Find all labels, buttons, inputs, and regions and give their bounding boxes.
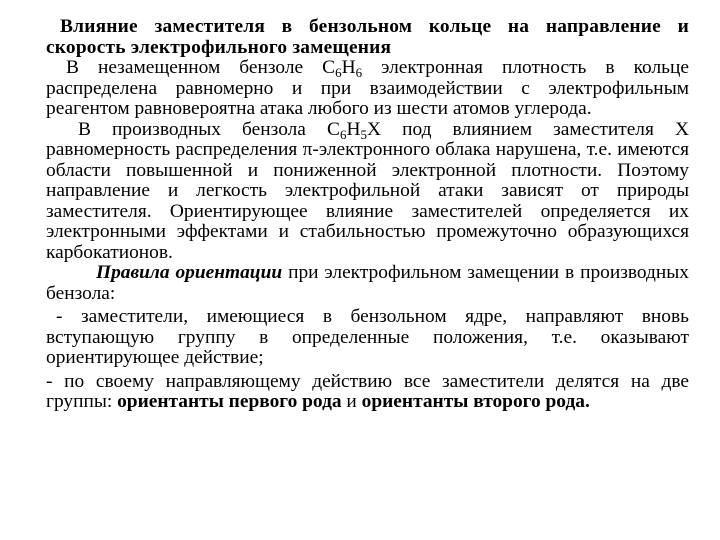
para1-text-c: электронная плотность в кольце распределена равномерно и при взаимодействии с электрофильным реагентом равновероятна атака любого из шести атомов углерода. <box>46 57 689 119</box>
orientation-rules-text: при электрофильном замещении в производных бензола: <box>46 262 689 304</box>
para2-text-a: В производных бензола С <box>78 118 340 140</box>
para1-subscript-c: 6 <box>335 65 342 80</box>
list-item-substituent-groups <box>46 372 689 413</box>
orientation-rules-emphasis: Правила ориентации <box>96 262 283 283</box>
para2-text-c: Х под влиянием заместителя Х равномерность распределения π-электронного облака нарушена, т.е. имеются области повышенной и пониженной электронной плотности. Поэтому направление и легкость электрофильной атаки зависят от природы заместителя. Ориентирующее влияние заместителей определяется их электронными эффектами и стабильностью промежуточно образующихся карбокатионов. <box>46 118 689 263</box>
para1-subscript-h: 6 <box>355 65 363 80</box>
item2-text-a: - по своему направляющему действию все заместители делятся на две группы: <box>46 370 689 412</box>
para1-text-b: Н <box>341 57 356 78</box>
paragraph-orientation-rules <box>46 263 689 304</box>
second-order-orientants: ориентанты второго рода. <box>361 391 590 412</box>
paragraph-unsubstituted-benzene <box>46 58 689 120</box>
first-order-orientants: ориентанты первого рода <box>117 391 342 412</box>
slide-text <box>46 17 689 413</box>
slide-title: Влияние заместителя в бензольном кольце на направление и скорость электрофильного замещения <box>46 16 689 58</box>
para2-subscript-c: 6 <box>339 126 347 142</box>
para2-subscript-h: 5 <box>360 126 367 142</box>
list-item-substituents-direct: - заместители, имеющиеся в бензольном ядре, направляют вновь вступающую группу в определенные положения, т.е. оказывают ориентирующее действие; <box>46 306 689 368</box>
paragraph-benzene-derivatives <box>46 120 689 264</box>
item2-text-b: и <box>341 391 362 412</box>
para1-text-a: В незамещенном бензоле С <box>66 57 336 78</box>
para2-text-b: Н <box>346 118 361 140</box>
